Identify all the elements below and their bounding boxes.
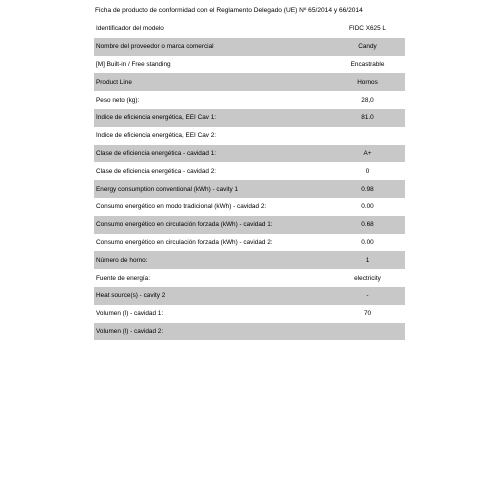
table-row [94,91,405,109]
table-row [94,38,405,56]
table-row [94,269,405,287]
table-row [94,127,405,145]
row-value: 28,0 [361,96,374,104]
row-label: Consumo energético en circulación forzada (kWh) - cavidad 1: [96,221,273,229]
table-row [94,234,405,252]
table-row [94,109,405,127]
document-title: Ficha de producto de conformidad con el Reglamento Delegado (UE) Nº 65/2014 y 66/2014 [95,7,363,14]
row-label: Clase de eficiencia energética - cavidad 2: [96,167,217,175]
row-value: 0 [365,167,370,175]
table-row [94,145,405,163]
row-label: Fuente de energía: [96,274,151,282]
row-label: Product Line [96,78,132,86]
row-value: Hornos [357,78,378,86]
row-value: A+ [363,149,372,157]
row-label: Índice de eficiencia energética, EEI Cav 1: [96,114,217,122]
row-value: 0.98 [361,185,374,193]
table-row [94,20,405,38]
row-label: Volumen (l) - cavidad 2: [96,327,164,335]
row-value: 70 [363,310,372,318]
table-row [94,162,405,180]
row-label: Peso neto (kg): [96,96,140,104]
row-value: - [366,292,369,300]
row-label: Heat source(s) - cavity 2 [96,292,166,300]
row-label: Consumo energético en circulación forzada (kWh) - cavidad 2: [96,238,273,246]
row-label: Nombre del proveedor o marca comercial [96,43,214,51]
table-row [94,305,405,323]
row-value: 0.00 [361,238,374,246]
table-row [94,287,405,305]
row-label: Volumen (l) - cavidad 1: [96,310,164,318]
table-row [94,216,405,234]
table-row [94,180,405,198]
row-label: Número de horno: [96,256,148,264]
table-row [94,323,405,341]
table-row [94,198,405,216]
row-value: 1 [365,256,370,264]
table-row [94,73,405,91]
row-value: 0.68 [361,221,374,229]
row-value: 81.0 [361,114,374,122]
fiche-table [94,20,405,340]
row-label: Consumo energético en modo tradicional (kWh) - cavidad 2: [96,203,267,211]
table-row [94,56,405,74]
row-label: [M] Built-in / Free standing [96,60,171,68]
row-value: electricity [354,274,381,282]
row-label: Índice de eficiencia energética, EEI Cav 2: [96,132,217,140]
table-row [94,251,405,269]
row-value: Candy [358,43,377,51]
row-label: Identificador del modelo [96,25,164,33]
row-label: Energy consumption conventional (kWh) - cavity 1 [96,185,239,193]
row-label: Clase de eficiencia energética - cavidad 1: [96,149,217,157]
row-value: FIDC X625 L [349,25,386,33]
row-value: Encastrable [350,60,385,68]
row-value: 0.00 [361,203,374,211]
